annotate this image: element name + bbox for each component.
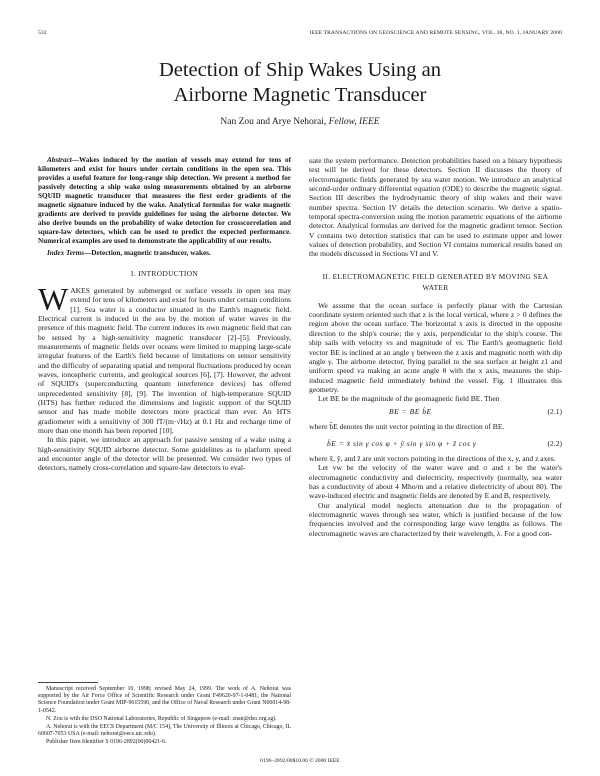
author-line <box>0 117 600 127</box>
footnotes <box>38 682 291 748</box>
footnote-identifier: Publisher Item Identifier S 0196-2892(00)00421-6. <box>46 739 167 746</box>
equation-2-2-number: (2.2) <box>547 438 562 448</box>
footnote-zou: N. Zou is with the DSO National Laboratories, Republic of Singapore (e-mail: znan@dso.org.sg). <box>46 715 277 722</box>
right-column <box>309 156 562 538</box>
sec2-paragraph-1: We assume that the ocean surface is perfectly planar with the Cartesian coordinate system oriented such that z is the local vertical, where z > 0 defines the region above the ocean surface. The horizontal x axis is directed in the opposite direction to the ship's course; the y axis, perpendicular to the ship's course. The ship sails with velocity vs and magnitude of vs. The Earth's geomagnetic field vector BE is inclined at an angle γ between the z axis and magnetic north with dip angle γ. The airborne detector, flying parallel to the sea surface at height z1 and uniform speed va making an acute angle θ with the x axis, measures the ship-induced magnetic field immediately behind the vessel. Fig. 1 illustrates this geometry. <box>309 300 562 394</box>
equation-2-2-body: b̂E = x̂ sin γ cos φ + ŷ sin γ sin φ + ẑ cos γ <box>327 438 477 448</box>
page-number: 532 <box>38 30 47 36</box>
sec2-paragraph-2: Let BE be the magnitude of the geomagnetic field BE. Then <box>318 394 500 404</box>
equation-2-1-body: BE = BE b̂E <box>389 406 432 416</box>
section-heading-em-field: II. ELECTROMAGNETIC FIELD GENERATED BY MOVING SEA WATER <box>322 271 549 292</box>
index-terms <box>38 249 291 258</box>
sec2-paragraph-5: Our analytical model neglects attenuation due to the propagation of electromagnetic waves through sea water, which is justified because of the low frequencies involved and the corresponding large wave lengths as follows. The electromagnetic waves are characterized by their wavelength, λ. For a good con- <box>309 500 562 538</box>
index-terms-text: Detection, magnetic transducer, wakes. <box>91 249 211 258</box>
intro-paragraph-1-text: AKES generated by submerged or surface vessels in open sea may extend for tens of kilometers and exist for hours under certain conditions [1]. Sea water is a conductor situated in the Earth's magnetic field. Electrical current is induced in the sea by the motion of water waves in the presence of this magnetic field. The current induces its own magnetic field that can be sensed by a high-sensitivity magnetic transducer [2]–[5]. Previously, measurements of magnetic fields over oceans were limited to mapping large-scale irregular features of the Earth's field because of limitations on sensor sensitivity and the difficulty of separating spatial and temporal fluctuations produced by ocean waves, ionospheric currents, and geological sources [6], [7]. However, the advent of SQUID's (superconducting quantum interference devices) has offered unprecedented sensitivity [8], [9]. The invention of high-temperature SQUID (HTS) has further reduced the dimensions and logistic support of the SQUID sensor and has made mobile detectors more practical than ever. An HTS gradiometer with a sensitivity of 300 fT/(m·√Hz) at 0.1 Hz and recharge time of more than one month has been reported [10]. <box>38 285 291 436</box>
sec2-paragraph-4: Let vw be the velocity of the water wave and σ and ε be the water's electromagnetic conductivity and dielectricity, respectively (normally, sea water has a conductivity of about 4 Mho/m and a relative dielectricity of about 80). The wave-induced electric and magnetic fields are denoted by E and B, respectively. <box>309 463 562 501</box>
title-line-2: Airborne Magnetic Transducer <box>173 84 427 106</box>
intro-paragraph-1 <box>38 280 291 436</box>
drop-cap: W <box>38 280 69 317</box>
abstract <box>38 156 291 246</box>
paper-title <box>0 58 600 108</box>
equation-2-1 <box>309 405 562 420</box>
footnote-nehorai: A. Nehorai is with the EECS Department (M/C 154), The University of Illinois at Chicago, Chicago, IL 60607-7053 USA (e-mail: nehorai@eecs.uic.edu). <box>38 724 291 738</box>
authors: Nan Zou and Arye Nehorai, <box>220 117 327 127</box>
copyright-line: 0196–2892/00$10.00 © 2000 IEEE <box>260 758 340 764</box>
intro-paragraph-2: In this paper, we introduce an approach for passive sensing of a wake using a high-sensitivity SQUID airborne detector. Some guidelines as to platform speed and encounter angle of the detector will be presented. We consider two types of detectors, namely cross-correlation and square-law detectors to eval- <box>38 435 291 473</box>
eq1-explanation: where b̂E denotes the unit vector pointing in the direction of BE. <box>309 421 505 431</box>
right-paragraph-1: uate the system performance. Detection probabilities based on a binary hypothesis test will be derived for these detectors. Section II discusses the theory of electromagnetic fields generated by sea water motion. We introduce an analytical second-order ordinary differential equation (ODE) to describe the magnetic signal. Section III describes the hydrodynamic theory of ship wakes and their wave number spectra. Section IV details the detection scenario. We derive a spatio-temporal spectra-conversion using the motion parametric equations of the airborne detector. Analytical formulas are derived for the magnetic gradient tensor. Section V contains two detection statistics that can be used to estimate upper and lower values of detection probability, and Section VI contains numerical results based on the models discussed in Sections VI and V. <box>309 156 562 259</box>
abstract-text: Wakes induced by the motion of vessels may extend for tens of kilometers and exist for hours under certain conditions in the open sea. This provides a useful feature for long-range ship detection. We present a method for passively detecting a ship wake using measurements obtained by an airborne SQUID magnetic transducer that measures the first order gradients of the magnetic signature induced by the wake. Analytical formulas for wake magnetic gradients are derived to provide guidelines for using the airborne detector. We also derive bounds on the probability of wake detection for crosscorrelation and square-law detectors, which can be used to predict the expected performance. Numerical examples are used to demonstrate the applicability of our results. <box>38 156 291 246</box>
index-terms-lead: Index Terms— <box>47 249 92 258</box>
footnote-received: Manuscript received September 10, 1998; revised May 24, 1999. The work of A. Nehorai was supported by the Air Force Office of Scientific Research under Grant F49620-97-1-0481, the National Science Foundation under Grant MIP-9615590, and the Office of Naval Research under Grant N00014-98-1-0542. <box>38 686 291 714</box>
journal-header: IEEE TRANSACTIONS ON GEOSCIENCE AND REMOTE SENSING, VOL. 38, NO. 1, JANUARY 2000 <box>309 30 562 36</box>
equation-2-1-number: (2.1) <box>547 406 562 416</box>
left-column <box>38 156 291 473</box>
abstract-lead: Abstract— <box>47 156 79 164</box>
sec2-paragraph-3: where x̂, ŷ, and ẑ are unit vectors pointing in the directions of the x, y, and z axes. <box>309 453 556 463</box>
author-role: Fellow, IEEE <box>328 117 380 127</box>
section-heading-introduction: I. INTRODUCTION <box>130 268 199 278</box>
equation-2-2 <box>309 437 562 452</box>
footnote-rule <box>38 682 98 683</box>
title-line-1: Detection of Ship Wakes Using an <box>158 59 442 81</box>
